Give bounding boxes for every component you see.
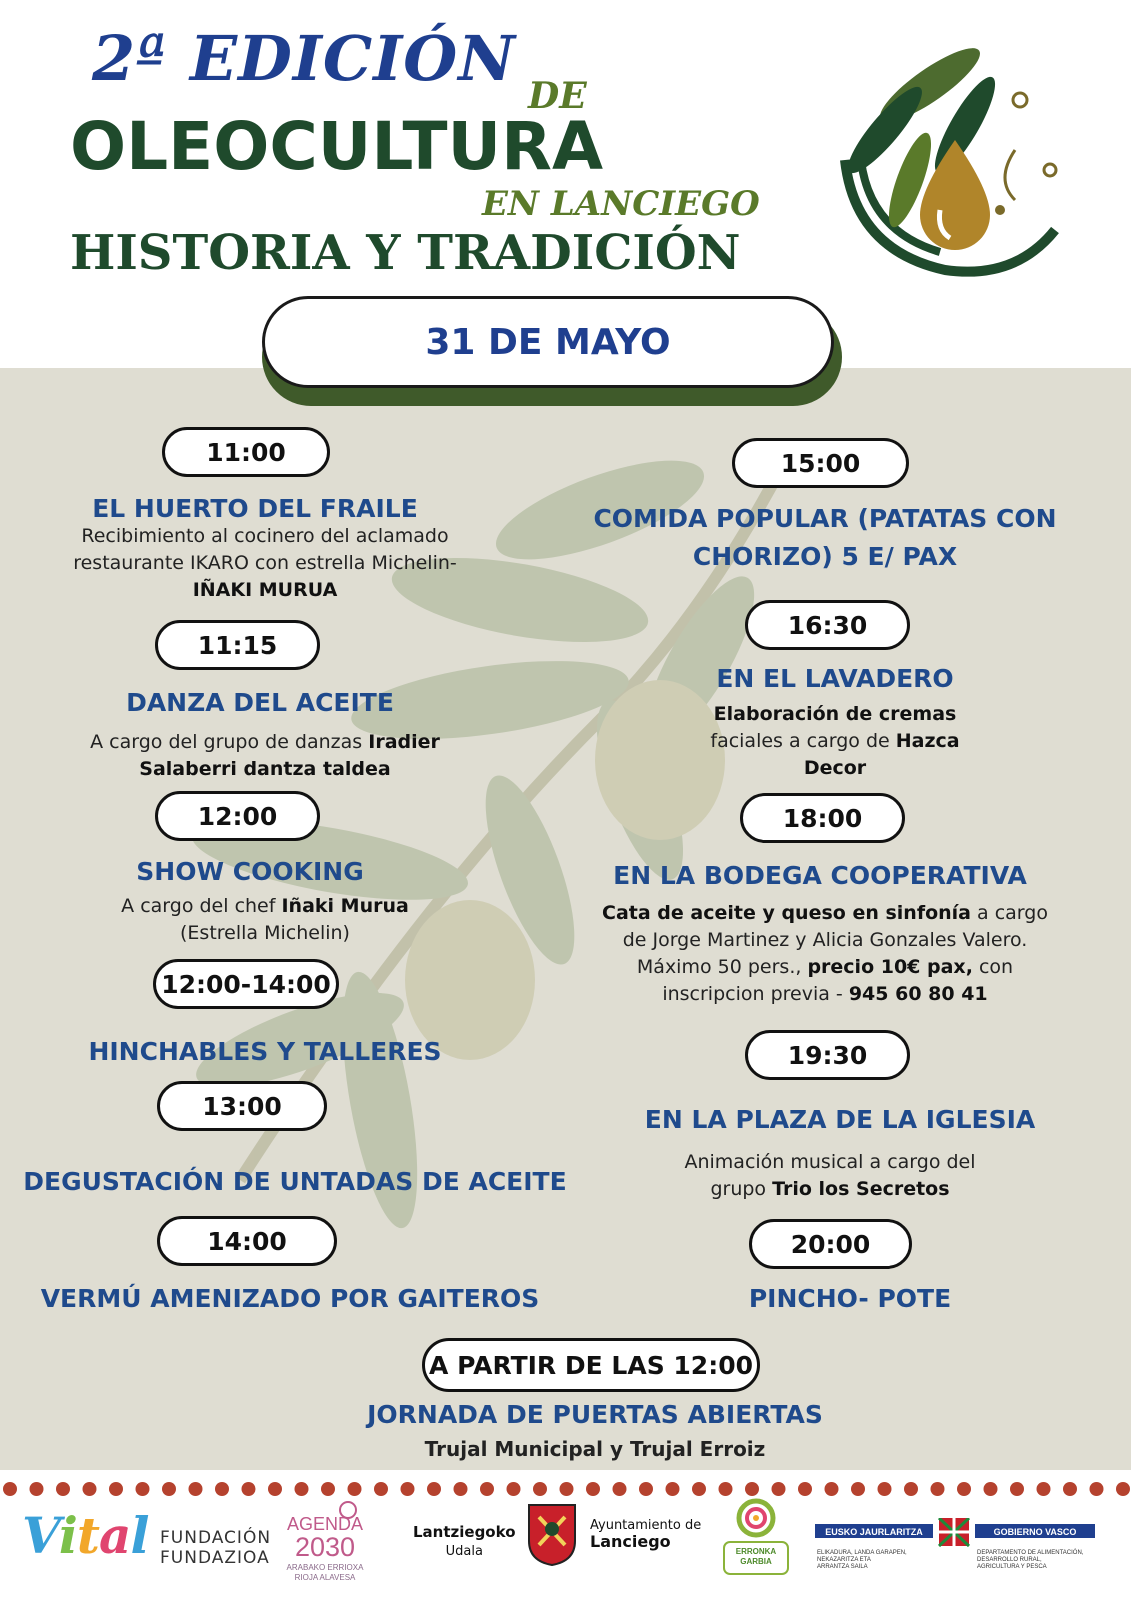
event-title: DANZA DEL ACEITE [126,688,394,717]
event-date: 31 DE MAYO [262,296,834,388]
divider-dot [1063,1482,1077,1496]
event-description: Trujal Municipal y Trujal Erroiz [424,1437,766,1461]
erronka-garbia-logo [720,1494,792,1580]
divider-dot [613,1482,627,1496]
time-badge: 15:00 [732,438,909,488]
divider-dot [931,1482,945,1496]
divider-dot [798,1482,812,1496]
divider-dot [851,1482,865,1496]
subtitle: HISTORIA Y TRADICIÓN [70,225,741,281]
time-badge: A PARTIR DE LAS 12:00 [422,1338,760,1392]
svg-text:ELIKADURA, LANDA GARAPEN,: ELIKADURA, LANDA GARAPEN, [817,1550,907,1556]
svg-text:2030: 2030 [294,1532,356,1562]
divider-dot [295,1482,309,1496]
vital-logo: Vital [22,1506,149,1565]
divider-dot [692,1482,706,1496]
time-badge: 11:00 [162,427,330,477]
agenda-2030-logo [280,1500,370,1590]
event-title: COMIDA POPULAR (PATATAS CON CHORIZO) 5 E/ PAX [593,504,1057,571]
event-title: EN EL LAVADERO [716,664,954,693]
divider-dot [427,1482,441,1496]
divider-dot [268,1482,282,1496]
time-badge: 20:00 [749,1219,912,1269]
main-title: OLEOCULTURA [70,108,604,185]
divider-dot [162,1482,176,1496]
divider-dot [533,1482,547,1496]
time-badge: 19:30 [745,1030,910,1080]
divider-dot [507,1482,521,1496]
event-description: A cargo del chef Iñaki Murua (Estrella Michelin) [121,895,409,944]
time-badge: 11:15 [155,620,320,670]
divider-dot [242,1482,256,1496]
fundacion-label: FUNDACIÓN FUNDAZIOA [160,1528,272,1568]
divider-dot [401,1482,415,1496]
svg-text:GOBIERNO VASCO: GOBIERNO VASCO [993,1527,1077,1537]
edition-title: 2ª EDICIÓN [92,22,516,95]
event-description: Animación musical a cargo del grupo Trio los Secretos [684,1151,976,1200]
event-title: HINCHABLES Y TALLERES [88,1037,442,1066]
event-title: EN LA BODEGA COOPERATIVA [613,861,1027,890]
svg-text:NEKAZARITZA ETA: NEKAZARITZA ETA [817,1557,871,1563]
title-de: DE [528,75,587,117]
svg-text:AGRICULTURA Y PESCA: AGRICULTURA Y PESCA [977,1564,1047,1570]
time-badge: 12:00 [155,791,320,841]
divider-dot [321,1482,335,1496]
event-title: JORNADA DE PUERTAS ABIERTAS [367,1400,823,1429]
time-badge: 16:30 [745,600,910,650]
olive-oil-logo [815,30,1085,290]
dotted-divider [0,1474,1131,1504]
svg-text:EUSKO JAURLARITZA: EUSKO JAURLARITZA [825,1527,923,1537]
divider-dot [639,1482,653,1496]
svg-text:DEPARTAMENTO DE ALIMENTACIÓN,: DEPARTAMENTO DE ALIMENTACIÓN, [977,1550,1084,1556]
divider-dot [1090,1482,1104,1496]
gobierno-vasco-logo [815,1518,1100,1588]
divider-dot [30,1482,44,1496]
svg-text:ERRONKA: ERRONKA [735,1547,777,1556]
lanciego-shield-icon [527,1503,577,1567]
svg-text:RIOJA ALAVESA: RIOJA ALAVESA [294,1573,356,1582]
divider-dot [984,1482,998,1496]
divider-dot [1037,1482,1051,1496]
divider-dot [3,1482,17,1496]
divider-dot [454,1482,468,1496]
divider-dot [1116,1482,1130,1496]
divider-dot [109,1482,123,1496]
event-title: VERMÚ AMENIZADO POR GAITEROS [40,1284,540,1313]
event-description: Recibimiento al cocinero del aclamado restaurante IKARO con estrella Michelin- IÑAKI MURUA [73,525,457,601]
time-badge: 12:00-14:00 [153,959,339,1009]
divider-dot [1010,1482,1024,1496]
event-description: A cargo del grupo de danzas Iradier Salaberri dantza taldea [90,731,440,780]
divider-dot [83,1482,97,1496]
divider-dot [215,1482,229,1496]
svg-text:ARRANTZA SAILA: ARRANTZA SAILA [817,1564,868,1570]
event-title: EN LA PLAZA DE LA IGLESIA [644,1105,1036,1134]
svg-text:ARABAKO ERRIOXA: ARABAKO ERRIOXA [286,1563,364,1572]
time-badge: 18:00 [740,793,905,843]
divider-dot [878,1482,892,1496]
divider-dot [136,1482,150,1496]
divider-dot [666,1482,680,1496]
event-title: PINCHO- POTE [748,1284,952,1313]
divider-dot [560,1482,574,1496]
event-title: DEGUSTACIÓN DE UNTADAS DE ACEITE [23,1167,567,1196]
divider-dot [189,1482,203,1496]
event-description: Cata de aceite y queso en sinfonía a cargo de Jorge Martinez y Alicia Gonzales Valero. Máximo 50 pers., precio 10€ pax, con inscripcion previa - 945 60 80 41 [602,902,1048,1005]
ayuntamiento-label: Ayuntamiento de Lanciego [590,1518,702,1551]
title-location: EN LANCIEGO [482,184,760,224]
event-description: Elaboración de cremas faciales a cargo de Hazca Decor [710,703,960,779]
event-title: SHOW COOKING [136,857,364,886]
divider-dot [480,1482,494,1496]
time-badge: 13:00 [157,1081,327,1131]
divider-dot [904,1482,918,1496]
divider-dot [374,1482,388,1496]
divider-dot [586,1482,600,1496]
divider-dot [348,1482,362,1496]
svg-text:AGENDA: AGENDA [286,1514,364,1534]
divider-dot [825,1482,839,1496]
lantziegoko-label: Lantziegoko Udala [413,1523,516,1559]
time-badge: 14:00 [157,1216,337,1266]
svg-text:DESARROLLO RURAL,: DESARROLLO RURAL, [977,1557,1042,1563]
divider-dot [957,1482,971,1496]
divider-dot [56,1482,70,1496]
svg-text:GARBIA: GARBIA [740,1557,772,1566]
event-title: EL HUERTO DEL FRAILE [92,494,418,523]
